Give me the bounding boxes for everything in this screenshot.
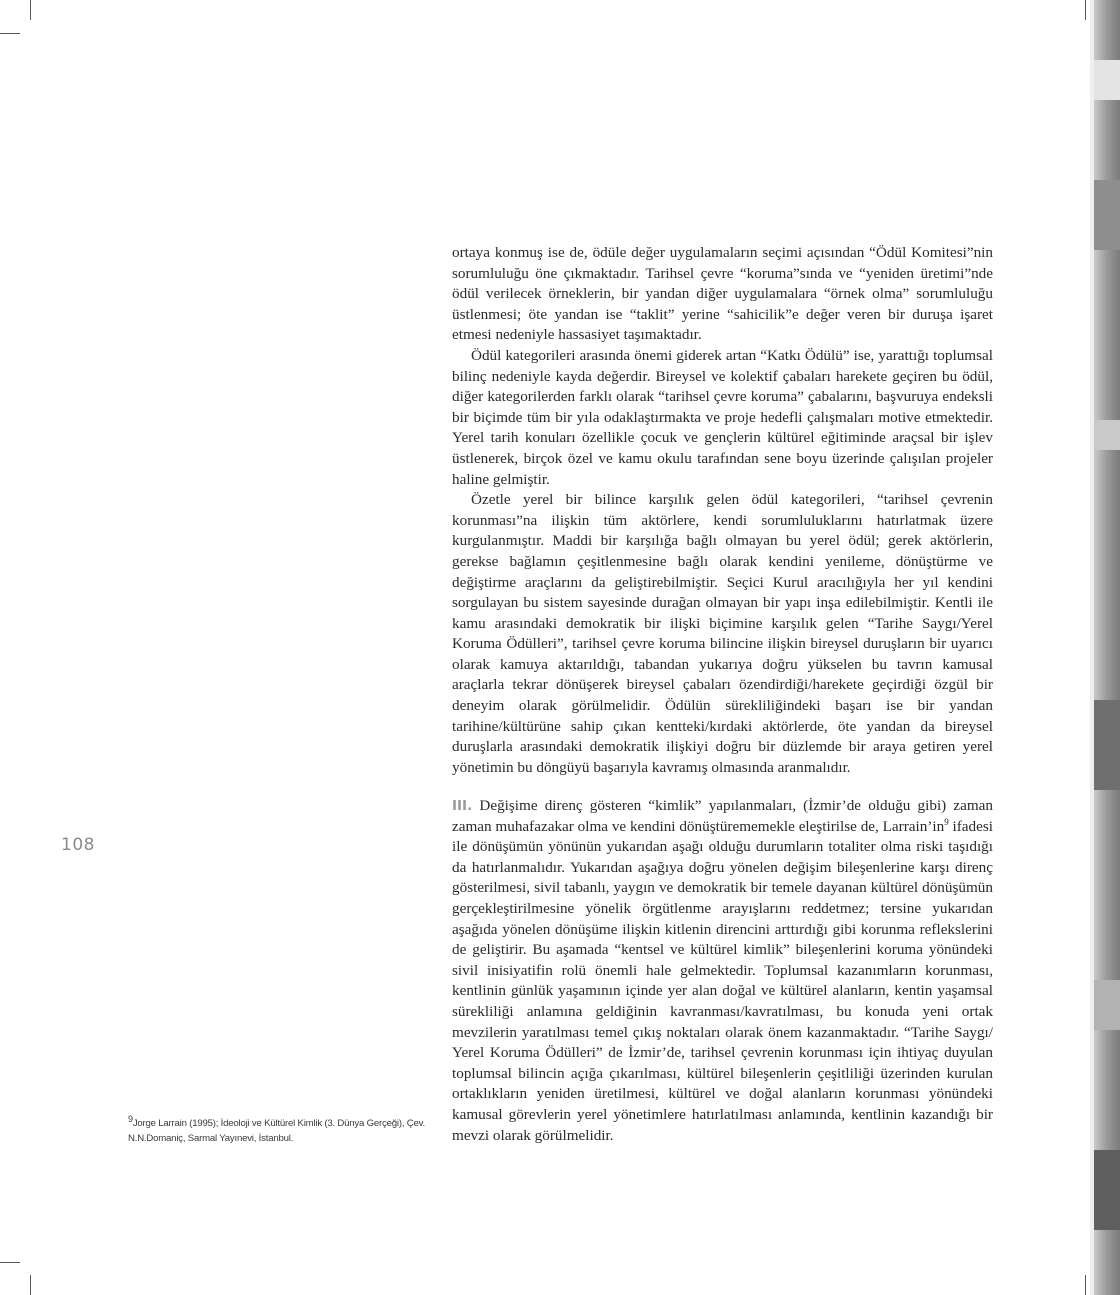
- footnote-marker: 9: [128, 1113, 133, 1124]
- crop-mark: [0, 1262, 20, 1263]
- footnote-reference[interactable]: 9: [944, 816, 949, 827]
- section-text-start: Değişime direnç gösteren “kimlik” yapılanmaları, (İzmir’de olduğu gibi) zaman zaman muhafazakar olma ve kendini dönüştürememekle eleştirilse de, Larrain’in: [452, 797, 993, 835]
- facing-page-photo-edge: [1090, 0, 1120, 1295]
- crop-mark: [1085, 1275, 1086, 1295]
- footnote-text: Jorge Larrain (1995); İdeoloji ve Kültürel Kimlik (3. Dünya Gerçeği), Çev. N.N.Domaniç, Sarmal Yayınevi, İstanbul.: [128, 1118, 425, 1144]
- crop-mark: [30, 0, 31, 20]
- body-text: [452, 243, 993, 778]
- page-number: 108: [61, 835, 95, 855]
- section-text-rest: ifadesi ile dönüşümün yönünün yukarıdan aşağı olduğu durumların totaliter olma riski taşıdığı da hatırlanmalıdır. Yukarıdan aşağıya doğru yönelen değişim bileşenlerine karşı direnç gösterilmesi, sivil tabanlı, yaygın ve demokratik bir temele dayanan kültürel dönüşümün gerçekleştirilmesine yönelik örgütlenme arayışlarını reddetmez; tersine yukarıdan aşağıda yönelen dönüşüme ilişkin kitlenin direncini arttırdığı gibi korunma reflekslerini de geliştirir. Bu aşamada “kentsel ve kültürel kimlik” bileşenlerini koruma yönündeki sivil inisiyatifin rolü önemli hale gelmektedir. Toplumsal kazanımların korunması, kentlinin günlük yaşamının içinde yer alan doğal ve kültürel alanların, kentin yaşamsal sürekliliği anlamına geldiğinin kavranması/kavratılması, bu konuda yeni ortak mevzilerin yaratılması temel çıkış noktaları olarak önem kazanmaktadır. “Tarihe Saygı/ Yerel Koruma Ödülleri” de İzmir’de, tarihsel çevrenin korunması için ihtiyaç duyulan toplumsal bilincin açığa çıkarılması, kültürel bileşenlerin çeşitliliği üzerinden kurulan ortaklıkların yeniden üretilmesi, kültürel ve doğal alanların korunması yönündeki kamusal görevlerin yerel yönetimlere hatırlatılması anlamında, kentlinin kazandığı bir mevzi olarak görülmelidir.: [452, 817, 993, 1144]
- paragraph: Ödül kategorileri arasında önemi giderek artan “Katkı Ödülü” ise, yarattığı toplumsal bilinç nedeniyle kayda değerdir. Bireysel ve kolektif çabaları harekete geçiren bu ödül, diğer kategorilerden farklı olarak “tarihsel çevre koruma” çabalarını, başvuruya endeksli bir biçimde tüm bir yıla odaklaştırmakta ve proje hedefli çalışmaları motive etmektedir. Yerel tarih konuları özellikle çocuk ve gençlerin kültürel eğitiminde araçsal bir işlev üstlenerek, birçok özel ve kamu okulu tarafından sene boyu üzerinde çalışılan projeler haline gelmiştir.: [452, 346, 993, 488]
- section-number: III.: [452, 798, 473, 814]
- paragraph: ortaya konmuş ise de, ödüle değer uygulamaların seçimi açısından “Ödül Komitesi”nin sorumluluğu öne çıkmaktadır. Tarihsel çevre “koruma”sında ve “yeniden üretimi”nde ödül verilecek örneklerin, bir yandan diğer uygulamalara “örnek olma” sorumluluğu üstlenmesi; öte yandan ise “taklit” yerine “sahicilik”e değer veren bir duruşa işaret etmesi nedeniyle hassasiyet taşımaktadır.: [452, 244, 993, 344]
- section-three: [452, 796, 993, 1146]
- section-paragraph: [452, 796, 993, 1146]
- crop-mark: [1085, 0, 1086, 20]
- paragraph: Özetle yerel bir bilince karşılık gelen ödül kategorileri, “tarihsel çevrenin korunması”na ilişkin tüm aktörlere, kendi sorumluluklarını hatırlatmak üzere kurgulanmıştır. Maddi bir karşılığa bağlı olmayan bu yerel ödül; gerek aktörlerin, gerekse bağlamın çeşitlenmesine bağlı olarak kendini yenileme, dönüştürme ve değiştirme araçlarını da geliştirebilmiştir. Seçici Kurul aracılığıyla her yıl kendini sorgulayan bu sistem sayesinde durağan olmayan bir yapı inşa edilebilmiştir. Kentli ile kamu arasındaki demokratik bir ilişki biçimine karşılık gelen “Tarihe Saygı/Yerel Koruma Ödülleri”, tarihsel çevre koruma bilincine ilişkin bireysel duruşların bir uyarıcı olarak kamuya aktarıldığı, tabandan yukarıya doğru yükselen bu tavrın kamusal araçlarla tekrar dönüşerek bireysel çabaları özendirdiği/harekete geçirdiği özgül bir deneyim olarak görülmelidir. Ödülün sürekliliğindeki başarı ise bir yandan tarihine/kültürüne sahip çıkan kentteki/kırdaki aktörlerde, öte yandan da bireysel duruşlarla arasındaki demokratik ilişkiyi doğru bir düzlemde bir araya getiren yerel yönetimin bu döngüyü başarıyla kavramış olmasında aranmalıdır.: [452, 491, 993, 776]
- footnote: [128, 1113, 433, 1146]
- crop-mark: [30, 1275, 31, 1295]
- crop-mark: [0, 33, 20, 34]
